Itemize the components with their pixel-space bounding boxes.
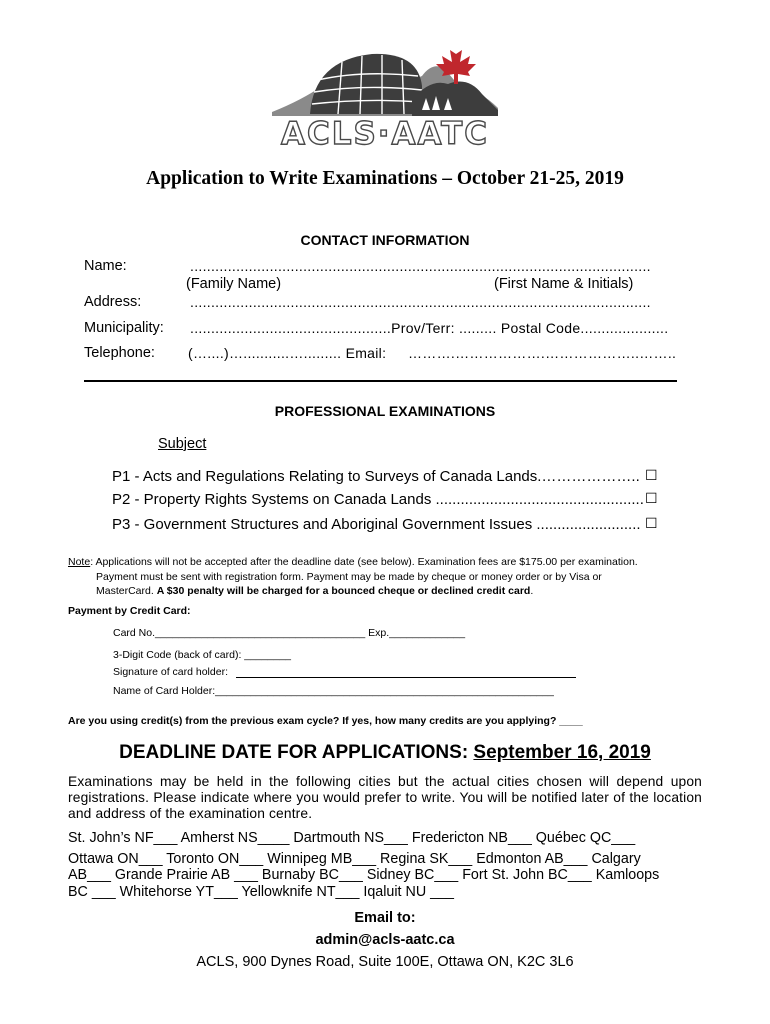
deadline-heading [0, 742, 770, 764]
cvc-field[interactable]: 3-Digit Code (back of card): ________ [113, 649, 292, 661]
checkbox-p2[interactable]: ☐ [645, 491, 658, 507]
note-line-2: Payment must be sent with registration form. Payment may be made by cheque or money order or by Visa or [96, 570, 602, 583]
address-label: Address: [84, 294, 142, 310]
cities-row-2[interactable]: Ottawa ON___ Toronto ON___ Winnipeg MB___ Regina SK___ Edmonton AB___ Calgary [68, 851, 641, 867]
cities-row-3[interactable]: AB___ Grande Prairie AB ___ Burnaby BC___ Sidney BC___ Fort St. John BC___ Kamloops [68, 867, 660, 883]
mailing-address: ACLS, 900 Dynes Road, Suite 100E, Ottawa ON, K2C 3L6 [196, 954, 574, 970]
note-block [68, 555, 708, 599]
card-number-field[interactable]: Card No.____________________________________ Exp._____________ [113, 627, 466, 639]
note-line-3c: . [530, 585, 534, 597]
exam-p3: P3 - Government Structures and Aboriginal Government Issues ......................... [112, 516, 641, 533]
deadline-label: DEADLINE DATE FOR APPLICATIONS: [119, 742, 474, 763]
address-field[interactable]: .............................................................................................................. [190, 294, 651, 310]
cities-row-1[interactable]: St. John’s NF___ Amherst NS____ Dartmouth NS___ Fredericton NB___ Québec QC___ [68, 830, 636, 846]
logo-graphic [272, 40, 498, 120]
credits-question: Are you using credit(s) from the previous exam cycle? If yes, how many credits are you applying? ____ [68, 715, 583, 727]
exams-heading: PROFESSIONAL EXAMINATIONS [274, 403, 496, 419]
subject-label: Subject [158, 436, 207, 452]
family-name-caption: (Family Name) [186, 276, 282, 292]
note-label: Note [68, 556, 91, 568]
municipality-field[interactable]: ................................................Prov/Terr: ......... Postal Code..................... [190, 320, 669, 336]
note-line-1: : Applications will not be accepted after the deadline date (see below). Examination fees are $175.00 per examination. [90, 556, 638, 568]
name-label: Name: [84, 258, 127, 274]
email-field[interactable]: ……….……………….………………..…….. [408, 345, 677, 361]
telephone-field[interactable]: (…....)…...........…......... Email: [188, 345, 387, 361]
checkbox-p1[interactable]: ☐ [645, 468, 658, 484]
acls-logo [272, 40, 498, 150]
section-divider [84, 380, 677, 382]
exam-p1: P1 - Acts and Regulations Relating to Surveys of Canada Lands.……………….. [112, 468, 640, 485]
deadline-date: September 16, 2019 [473, 742, 651, 763]
cities-intro: Examinations may be held in the following cities but the actual cities chosen will depend upon registrations. Please indicate where you would prefer to write. You will be notified later of the location and address of the examination centre. [68, 774, 702, 821]
name-field[interactable]: .............................................................................................................. [190, 258, 651, 274]
logo-wordmark: ACLS·AATC [280, 116, 490, 152]
municipality-label: Municipality: [84, 320, 164, 336]
checkbox-p3[interactable]: ☐ [645, 516, 658, 532]
card-holder-field[interactable]: Name of Card Holder:__________________________________________________________ [113, 685, 554, 697]
first-name-caption: (First Name & Initials) [494, 276, 634, 292]
signature-label: Signature of card holder: [113, 666, 228, 678]
note-penalty: A $30 penalty will be charged for a bounced cheque or declined credit card [156, 585, 531, 597]
payment-heading: Payment by Credit Card: [68, 605, 191, 617]
telephone-label: Telephone: [84, 345, 155, 361]
contact-email[interactable]: admin@acls-aatc.ca [315, 932, 455, 948]
contact-heading: CONTACT INFORMATION [300, 232, 470, 248]
email-to-label: Email to: [354, 910, 416, 926]
cities-row-4[interactable]: BC ___ Whitehorse YT___ Yellowknife NT___ Iqaluit NU ___ [68, 884, 454, 900]
note-line-3a: MasterCard. [96, 585, 157, 597]
signature-line[interactable] [236, 677, 576, 678]
exam-p2: P2 - Property Rights Systems on Canada Lands .................................................. [112, 491, 644, 508]
page-title: Application to Write Examinations – October 21-25, 2019 [146, 168, 624, 189]
